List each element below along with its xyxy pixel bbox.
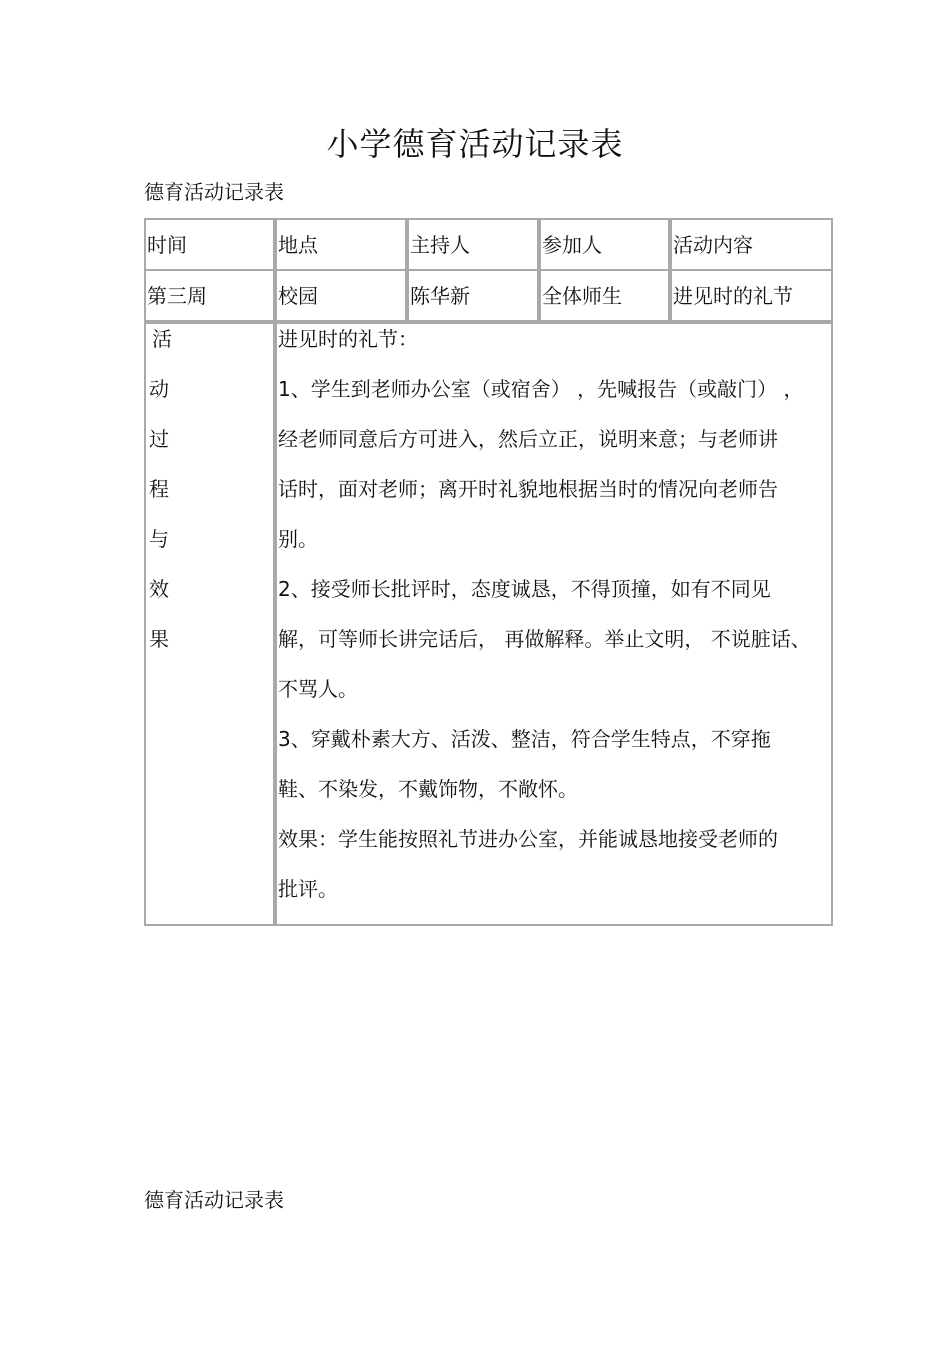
process-label-char: 动 (149, 377, 169, 401)
process-label-char: 与 (149, 527, 169, 551)
cell-participants: 全体师生 (539, 270, 670, 322)
process-content (275, 322, 833, 926)
content-line: 话时，面对老师；离开时礼貌地根据当时的情况向老师告 (278, 477, 778, 501)
cell-time: 第三周 (144, 270, 275, 322)
content-line: 3、穿戴朴素大方、活泼、整洁，符合学生特点，不穿拖 (278, 727, 771, 751)
content-line: 经老师同意后方可进入，然后立正，说明来意；与老师讲 (278, 427, 778, 451)
content-line: 效果：学生能按照礼节进办公室，并能诚恳地接受老师的 (278, 827, 778, 851)
content-line: 解，可等师长讲完话后， 再做解释。举止文明， 不说脏话、 (278, 627, 811, 651)
cell-host: 陈华新 (407, 270, 539, 322)
header-participants: 参加人 (539, 218, 670, 270)
content-line: 进见时的礼节： (278, 327, 418, 351)
document-title: 小学德育活动记录表 (326, 125, 624, 163)
header-activity-content: 活动内容 (670, 218, 833, 270)
process-label (144, 322, 275, 926)
process-label-char: 程 (149, 477, 169, 501)
header-time: 时间 (144, 218, 275, 270)
next-table-caption: 德育活动记录表 (144, 1188, 284, 1212)
activity-record-table (144, 218, 833, 926)
data-row (144, 270, 833, 322)
content-line: 批评。 (278, 877, 338, 901)
process-label-char: 效 (149, 577, 169, 601)
content-line: 2、接受师长批评时，态度诚恳，不得顶撞，如有不同见 (278, 577, 771, 601)
process-label-char: 果 (149, 627, 169, 651)
cell-location: 校园 (275, 270, 407, 322)
content-line: 不骂人。 (278, 677, 358, 701)
content-line: 鞋、不染发，不戴饰物，不敞怀。 (278, 777, 578, 801)
table-caption: 德育活动记录表 (144, 180, 284, 204)
content-line: 别。 (278, 527, 318, 551)
content-line: 1、学生到老师办公室（或宿舍） ，先喊报告（或敲门） ， (278, 377, 804, 401)
header-host: 主持人 (407, 218, 539, 270)
header-location: 地点 (275, 218, 407, 270)
header-row (144, 218, 833, 270)
process-label-char: 活 (152, 327, 172, 351)
process-row (144, 322, 833, 926)
process-label-char: 过 (149, 427, 169, 451)
cell-activity-content: 进见时的礼节 (670, 270, 833, 322)
